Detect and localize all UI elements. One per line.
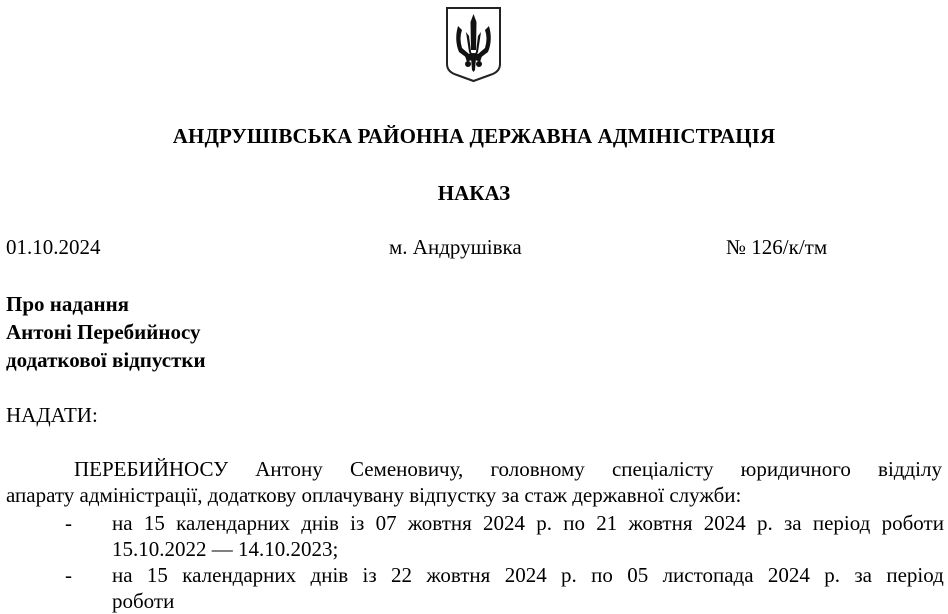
- subject-line: Про надання: [6, 292, 130, 316]
- list-item-line: 15.10.2022 — 14.10.2023;: [112, 537, 339, 561]
- list-item-line: на 15 календарних днів із 22 жовтня 2024 р. по 05 листопада 2024 р. за період: [112, 563, 944, 587]
- organization-title: АНДРУШІВСЬКА РАЙОННА ДЕРЖАВНА АДМІНІСТРАЦІЯ: [172, 124, 776, 148]
- list-item-text: [112, 510, 944, 562]
- word: Семеновичу,: [349, 457, 464, 481]
- word: Антону: [255, 457, 323, 481]
- word: головному: [490, 457, 585, 481]
- word: юридичного: [740, 457, 851, 481]
- list-item: [0, 510, 944, 562]
- word: ПЕРЕБИЙНОСУ: [74, 457, 229, 481]
- list-item-line: на 15 календарних днів із 07 жовтня 2024 р. по 21 жовтня 2024 р. за період роботи: [112, 511, 944, 535]
- order-place: м. Андрушівка: [389, 235, 522, 259]
- body-paragraph: [6, 456, 942, 508]
- subject-line: Антоні Перебийносу: [6, 320, 201, 344]
- list-bullet: -: [65, 563, 72, 587]
- subject-line: додаткової відпустки: [6, 348, 206, 372]
- paragraph-line: апарату адміністрації, додаткову оплачувану відпустку за стаж державної служби:: [6, 483, 742, 507]
- list-item-text: [112, 562, 944, 614]
- list-bullet: -: [65, 511, 72, 535]
- document-type: НАКАЗ: [437, 181, 511, 205]
- word: спеціалісту: [611, 457, 714, 481]
- order-number: № 126/к/тм: [726, 235, 828, 259]
- directive-heading: НАДАТИ:: [6, 403, 98, 427]
- order-date: 01.10.2024: [6, 235, 101, 259]
- word: відділу: [878, 457, 942, 481]
- list-item-line: роботи: [112, 589, 175, 613]
- coat-of-arms-icon: [445, 6, 502, 83]
- paragraph-line: [6, 456, 942, 482]
- order-subject: [6, 290, 206, 374]
- leave-periods-list: [0, 510, 944, 614]
- list-item: [0, 562, 944, 614]
